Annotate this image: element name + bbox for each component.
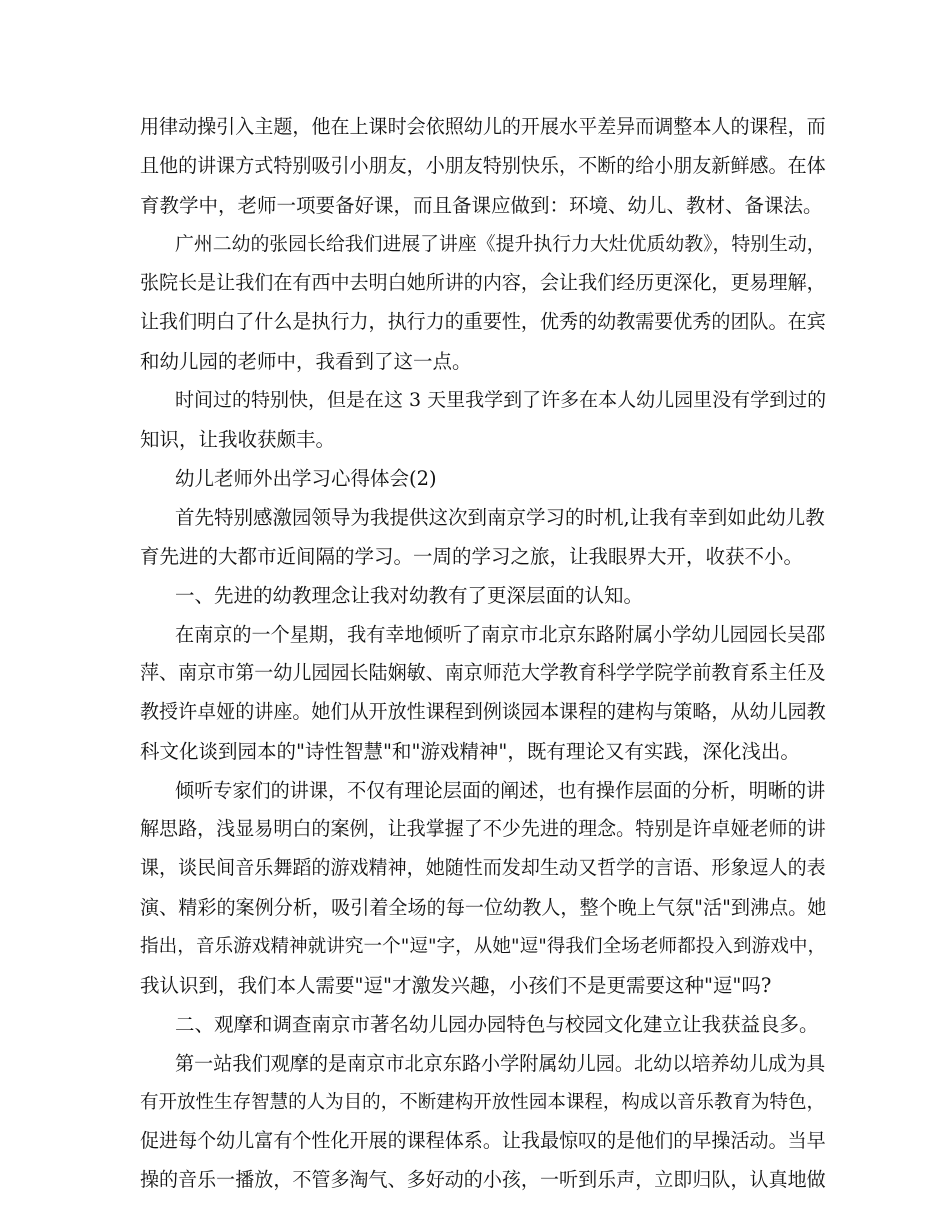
text-line: 解思路，浅显易明白的案例，让我掌握了不少先进的理念。特别是许卓娅老师的讲 [140,818,826,840]
text-line: 课，谈民间音乐舞蹈的游戏精神，她随性而发却生动又哲学的言语、形象逗人的表 [140,857,826,879]
text-line: 我认识到，我们本人需要"逗"才激发兴趣，小孩们不是更需要这种"逗"吗? [140,974,772,997]
text-line: 和幼儿园的老师中，我看到了这一点。 [140,350,472,373]
text-line: 操的音乐一播放，不管多淘气、多好动的小孩，一听到乐声，立即归队，认真地做 [140,1169,826,1191]
text-line: 且他的讲课方式特别吸引小朋友，小朋友特别快乐，不断的给小朋友新鲜感。在体 [140,155,826,177]
text-line: 演、精彩的案例分析，吸引着全场的每一位幼教人，整个晚上气氛"活"到沸点。她 [140,896,827,919]
body-text [140,108,826,1200]
text-line: 在南京的一个星期，我有幸地倾听了南京市北京东路附属小学幼儿园园长吴邵 [175,623,826,646]
text-line: 育先进的大都市近间隔的学习。一周的学习之旅，让我眼界大开，收获不小。 [140,545,804,568]
text-line: 倾听专家们的讲课，不仅有理论层面的阐述，也有操作层面的分析，明晰的讲 [175,779,826,802]
text-line: 二、观摩和调查南京市著名幼儿园办园特色与校园文化建立让我获益良多。 [175,1013,819,1036]
text-line: 幼儿老师外出学习心得体会(2) [175,467,437,490]
text-line: 萍、南京市第一幼儿园园长陆娴敏、南京师范大学教育科学学院学前教育系主任及 [140,662,826,684]
text-line: 张院长是让我们在有西中去明白她所讲的内容，会让我们经历更深化，更易理解， [140,272,826,294]
text-line: 科文化谈到园本的"诗性智慧"和"游戏精神"，既有理论又有实践，深化浅出。 [140,740,800,763]
text-line: 教授许卓娅的讲座。她们从开放性课程到例谈园本课程的建构与策略，从幼儿园教 [140,701,826,723]
text-line: 第一站我们观摩的是南京市北京东路小学附属幼儿园。北幼以培养幼儿成为具 [175,1052,826,1075]
text-line: 时间过的特别快，但是在这 3 天里我学到了许多在本人幼儿园里没有学到过的 [175,389,827,411]
text-line: 指出，音乐游戏精神就讲究一个"逗"字，从她"逗"得我们全场老师都投入到游戏中， [140,936,827,957]
text-line: 广州二幼的张园长给我们进展了讲座《提升执行力大灶优质幼教》，特别生动， [175,233,826,255]
text-line: 育教学中，老师一项要备好课，而且备课应做到：环境、幼儿、教材、备课法。 [140,194,823,217]
text-line: 有开放性生存智慧的人为目的，不断建构开放性园本课程，构成以音乐教育为特色， [140,1092,826,1113]
text-line: 用律动操引入主题，他在上课时会依照幼儿的开展水平差异而调整本人的课程，而 [140,116,826,138]
text-line: 首先特别感激园领导为我提供这次到南京学习的时机,让我有幸到如此幼儿教 [175,506,825,529]
text-line: 促进每个幼儿富有个性化开展的课程体系。让我最惊叹的是他们的早操活动。当早 [140,1130,826,1152]
text-line: 让我们明白了什么是执行力，执行力的重要性，优秀的幼教需要优秀的团队。在宾 [140,311,826,333]
text-line: 一、先进的幼教理念让我对幼教有了更深层面的认知。 [175,584,644,607]
text-line: 知识，让我收获颇丰。 [140,428,336,451]
